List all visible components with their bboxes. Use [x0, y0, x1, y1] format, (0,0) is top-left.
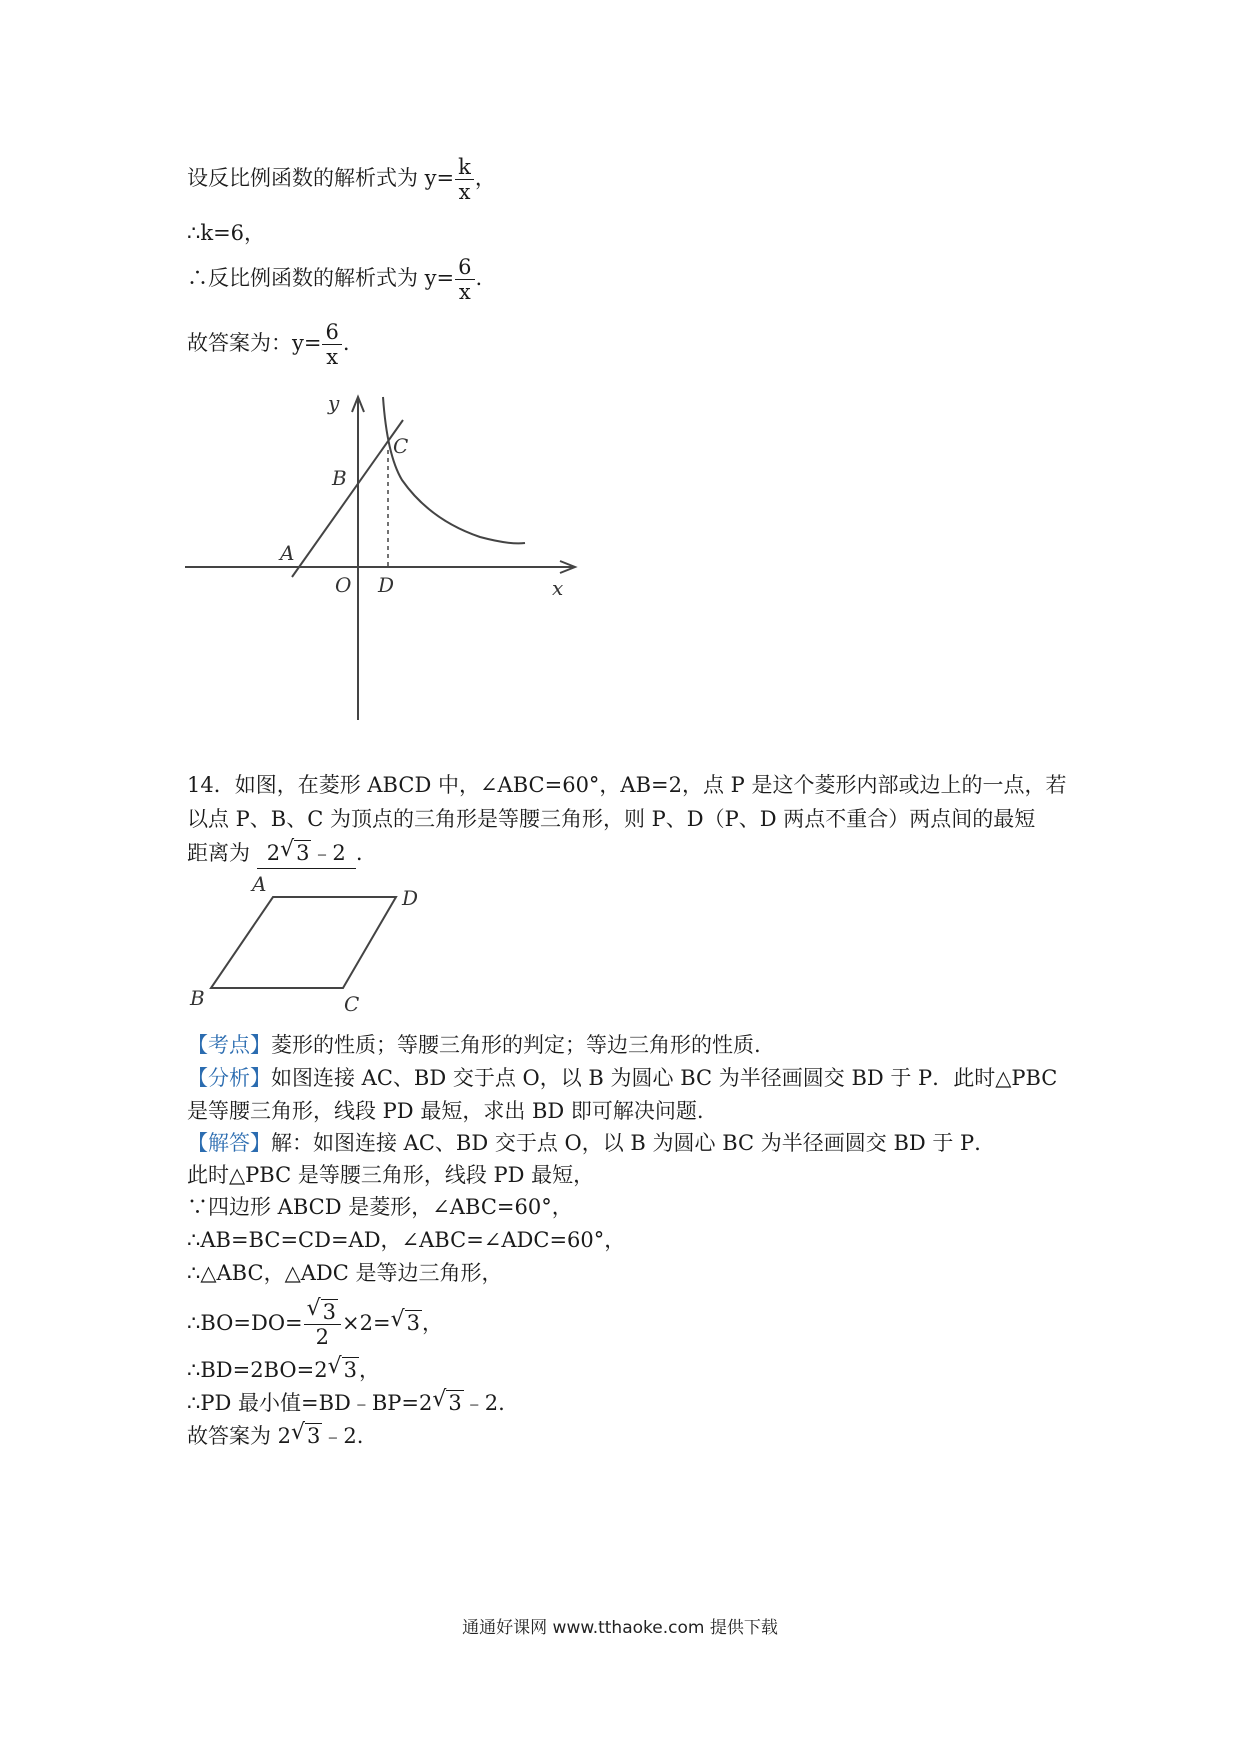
square-root — [280, 838, 311, 868]
label-d: D — [402, 886, 419, 910]
fraction-numerator: k — [455, 155, 474, 180]
page-footer: 通通好课网 www.tthaoke.com 提供下载 — [462, 1618, 778, 1638]
text: ， — [421, 1311, 443, 1335]
square-root — [391, 1308, 422, 1338]
text-line — [187, 1296, 443, 1349]
fraction — [322, 320, 341, 369]
fenxi-tag: 【分析】 — [187, 1066, 271, 1090]
text: 是等腰三角形，线段 PD 最短，求出 BD 即可解决问题. — [187, 1099, 704, 1123]
square-root — [306, 1296, 338, 1324]
fraction — [304, 1296, 341, 1349]
label-o: O — [335, 573, 352, 597]
fraction — [455, 155, 474, 204]
text-line — [187, 1225, 625, 1255]
text: . — [475, 266, 483, 290]
text: 距离为 — [187, 841, 250, 865]
text-line — [187, 1258, 502, 1288]
radicand: 3 — [322, 1300, 337, 1324]
text-line — [187, 1160, 594, 1190]
text: ×2= — [342, 1311, 391, 1335]
text: ﹣2 — [311, 841, 346, 865]
text: 2 — [266, 841, 281, 865]
radicand: 3 — [448, 1391, 462, 1415]
text: 故答案为 2 — [187, 1424, 292, 1448]
text: 解：如图连接 AC、BD 交于点 O，以 B 为圆心 BC 为半径画圆交 BD 于 P． — [271, 1131, 996, 1155]
label-c: C — [393, 434, 409, 458]
fraction-denominator: x — [458, 180, 471, 204]
fraction-numerator: 6 — [455, 255, 474, 280]
label-y: y — [328, 391, 340, 415]
rhombus-figure — [180, 875, 440, 1015]
text: ∵四边形 ABCD 是菱形，∠ABC=60°， — [187, 1195, 573, 1219]
fraction-denominator: x — [326, 345, 339, 369]
square-root — [328, 1355, 359, 1385]
problem-line — [187, 838, 363, 869]
text-line — [187, 218, 265, 248]
radicand: 3 — [296, 841, 310, 865]
text-line — [187, 1355, 380, 1385]
text: ， — [358, 1358, 380, 1382]
text: 菱形的性质；等腰三角形的判定；等边三角形的性质. — [271, 1033, 761, 1057]
radical-sign-icon: √ — [280, 837, 295, 862]
fraction-numerator: 6 — [322, 320, 341, 345]
text: ∴k=6， — [187, 221, 266, 245]
text: ﹣2. — [322, 1424, 364, 1448]
text: ﹣2. — [463, 1391, 505, 1415]
kaodian-line — [187, 1030, 761, 1060]
text-line — [187, 255, 482, 304]
label-b: B — [190, 986, 205, 1010]
text-line — [187, 320, 350, 369]
fraction-numerator — [304, 1296, 341, 1325]
text: ∴△ABC，△ADC 是等边三角形， — [187, 1261, 503, 1285]
radical-sign-icon: √ — [327, 1354, 342, 1379]
text-line — [187, 1096, 704, 1126]
radical-sign-icon: √ — [291, 1420, 306, 1445]
text: ∴BD=2BO=2 — [187, 1358, 328, 1382]
label-d: D — [378, 573, 395, 597]
hyperbola-curve — [383, 397, 525, 543]
square-root — [432, 1388, 463, 1418]
radicand: 3 — [307, 1424, 321, 1448]
text-line — [187, 155, 496, 204]
fraction — [455, 255, 474, 304]
label-c: C — [344, 992, 360, 1015]
jieda-tag: 【解答】 — [187, 1131, 271, 1155]
fraction-denominator: x — [458, 280, 471, 304]
text: 如图连接 AC、BD 交于点 O，以 B 为圆心 BC 为半径画圆交 BD 于 P．此时△PBC — [271, 1066, 1058, 1090]
fraction-denominator: 2 — [315, 1325, 330, 1349]
radicand: 3 — [406, 1311, 420, 1335]
radical-sign-icon: √ — [390, 1307, 405, 1332]
text-line — [187, 1421, 363, 1451]
text: 故答案为：y= — [187, 331, 322, 355]
label-a: A — [252, 875, 267, 896]
square-root — [291, 1421, 322, 1451]
text: 此时△PBC 是等腰三角形，线段 PD 最短， — [187, 1163, 595, 1187]
text: 以点 P、B、C 为顶点的三角形是等腰三角形，则 P、D（P、D 两点不重合）两点间的最短 — [187, 807, 1036, 831]
label-b: B — [332, 466, 347, 490]
text: ∴反比例函数的解析式为 y= — [187, 266, 455, 290]
answer-blank — [257, 838, 356, 869]
rhombus-abcd — [211, 897, 396, 988]
function-graph — [180, 385, 590, 725]
text: 14．如图，在菱形 ABCD 中，∠ABC=60°，AB=2，点 P 是这个菱形内部或边上的一点，若 — [187, 773, 1067, 797]
text: ∴PD 最小值=BD﹣BP=2 — [187, 1391, 433, 1415]
text: ∴BO=DO= — [187, 1311, 303, 1335]
text: ， — [474, 166, 496, 190]
radical-sign-icon: √ — [432, 1387, 447, 1412]
label-x: x — [552, 576, 564, 600]
text: . — [342, 331, 350, 355]
text-line — [187, 1192, 573, 1222]
text: ∴AB=BC=CD=AD，∠ABC=∠ADC=60°， — [187, 1228, 626, 1252]
kaodian-tag: 【考点】 — [187, 1033, 271, 1057]
linear-function-line — [292, 420, 403, 577]
jieda-line — [187, 1128, 995, 1158]
radicand: 3 — [343, 1358, 357, 1382]
fenxi-line — [187, 1063, 1057, 1093]
text: 设反比例函数的解析式为 y= — [187, 166, 455, 190]
problem-line — [187, 770, 1066, 800]
text: . — [355, 841, 363, 865]
label-a: A — [280, 541, 295, 565]
radical-sign-icon: √ — [306, 1296, 321, 1321]
problem-line — [187, 804, 1035, 834]
text-line — [187, 1388, 505, 1418]
